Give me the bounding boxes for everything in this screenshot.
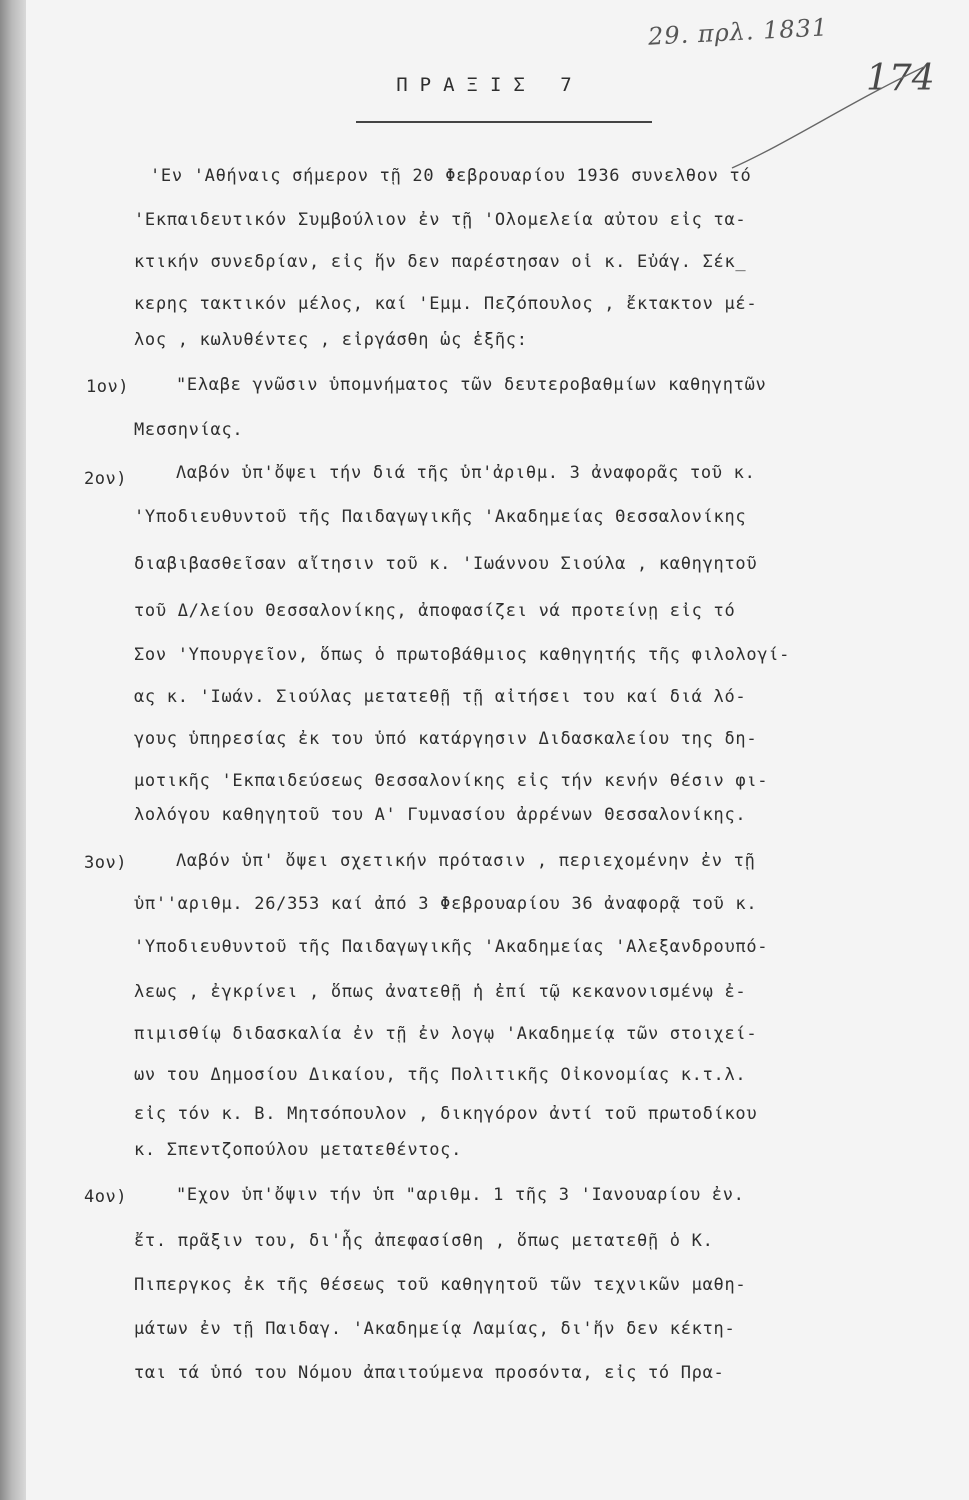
- item-line: ἔτ. πρᾶξιν του, δι'ἧς ἀπεφασίσθη , ὅπως μετατεθῇ ὁ Κ.: [134, 1231, 714, 1251]
- item-number: 4ον): [84, 1187, 127, 1207]
- page-title: ΠΡΑΞΙΣ 7: [396, 74, 584, 96]
- item-line: Σον 'Υπουργεῖον, ὅπως ὁ πρωτοβάθμιος καθηγητής τῆς φιλολογί-: [134, 645, 791, 665]
- item-line: γους ὑπηρεσίας ἐκ του ὑπό κατάργησιν Διδασκαλείου της δη-: [134, 729, 758, 749]
- item-line: κ. Σπεντζοπούλου μετατεθέντος.: [134, 1140, 463, 1160]
- intro-line: λος , κωλυθέντες , εἰργάσθη ὡς ἑξῆς:: [134, 330, 528, 350]
- item-line: ται τά ὑπό του Νόμου ἀπαιτούμενα προσόντα, εἰς τό Πρα-: [134, 1363, 725, 1383]
- item-number: 3ον): [84, 853, 127, 873]
- item-line: "Εχον ὑπ'ὄψιν τήν ὑπ "αριθμ. 1 τῆς 3 'Ιανουαρίου ἐν.: [176, 1185, 745, 1205]
- item-number: 1ον): [86, 377, 129, 397]
- item-line: διαβιβασθεῖσαν αἴτησιν τοῦ κ. 'Ιωάννου Σιούλα , καθηγητοῦ: [134, 554, 758, 574]
- item-line: λεως , ἐγκρίνει , ὅπως ἀνατεθῇ ἡ ἐπί τῷ κεκανονισμένῳ ἐ-: [134, 982, 747, 1002]
- item-line: Λαβόν ὑπ' ὄψει σχετικήν πρότασιν , περιεχομένην ἐν τῇ: [176, 851, 756, 871]
- item-line: Πιπεργκος ἐκ τῆς θέσεως τοῦ καθηγητοῦ τῶν τεχνικῶν μαθη-: [134, 1275, 747, 1295]
- handwritten-stroke: [730, 62, 930, 172]
- item-number: 2ον): [84, 469, 127, 489]
- item-line: 'Υποδιευθυντοῦ τῆς Παιδαγωγικῆς 'Ακαδημείας Θεσσαλονίκης: [134, 507, 747, 527]
- binding-shadow: [0, 0, 26, 1500]
- item-line: τοῦ Δ/λείου Θεσσαλονίκης, ἀποφασίζει νά προτείνῃ εἰς τό: [134, 601, 736, 621]
- item-line: Μεσσηνίας.: [134, 420, 244, 440]
- handwritten-date-note: 29. πρλ. 1831: [647, 13, 829, 51]
- item-line: Λαβόν ὑπ'ὄψει τήν διά τῆς ὑπ'ἀριθμ. 3 ἀναφορᾶς τοῦ κ.: [176, 463, 756, 483]
- intro-line: 'Εν 'Αθήναις σήμερον τῇ 20 Φεβρουαρίου 1936 συνελθον τό: [150, 166, 752, 186]
- item-line: πιμισθίῳ διδασκαλία ἐν τῇ ἐν λογῳ 'Ακαδημείᾳ τῶν στοιχεί-: [134, 1024, 758, 1044]
- item-line: ὑπ''αριθμ. 26/353 καί ἀπό 3 Φεβρουαρίου 36 ἀναφορᾷ τοῦ κ.: [134, 894, 758, 914]
- intro-line: κτικήν συνεδρίαν, εἰς ἥν δεν παρέστησαν οἱ κ. Εὐάγ. Σέκ_: [134, 252, 747, 272]
- title-underline: [356, 121, 652, 123]
- item-line: 'Υποδιευθυντοῦ τῆς Παιδαγωγικῆς 'Ακαδημείας 'Αλεξανδρουπό-: [134, 937, 769, 957]
- item-line: ας κ. 'Ιωάν. Σιούλας μετατεθῇ τῇ αἰτήσει του καί διά λό-: [134, 687, 747, 707]
- item-line: ων του Δημοσίου Δικαίου, τῆς Πολιτικῆς Οἰκονομίας κ.τ.λ.: [134, 1065, 747, 1085]
- item-line: λολόγου καθηγητοῦ του Α' Γυμνασίου ἀρρένων Θεσσαλονίκης.: [134, 805, 747, 825]
- item-line: μάτων ἐν τῇ Παιδαγ. 'Ακαδημείᾳ Λαμίας, δι'ἥν δεν κέκτη-: [134, 1319, 736, 1339]
- handwritten-page-number: 174: [866, 58, 935, 99]
- item-line: "Ελαβε γνῶσιν ὑπομνήματος τῶν δευτεροβαθμίων καθηγητῶν: [176, 375, 767, 395]
- intro-line: 'Εκπαιδευτικόν Συμβούλιον ἐν τῇ 'Ολομελεία αὐτου εἰς τα-: [134, 210, 747, 230]
- intro-line: κερης τακτικόν μέλος, καί 'Εμμ. Πεζόπουλος , ἔκτακτον μέ-: [134, 294, 758, 314]
- item-line: μοτικῆς 'Εκπαιδεύσεως Θεσσαλονίκης εἰς τήν κενήν θέσιν φι-: [134, 771, 769, 791]
- item-line: εἰς τόν κ. Β. Μητσόπουλον , δικηγόρον ἀντί τοῦ πρωτοδίκου: [134, 1104, 758, 1124]
